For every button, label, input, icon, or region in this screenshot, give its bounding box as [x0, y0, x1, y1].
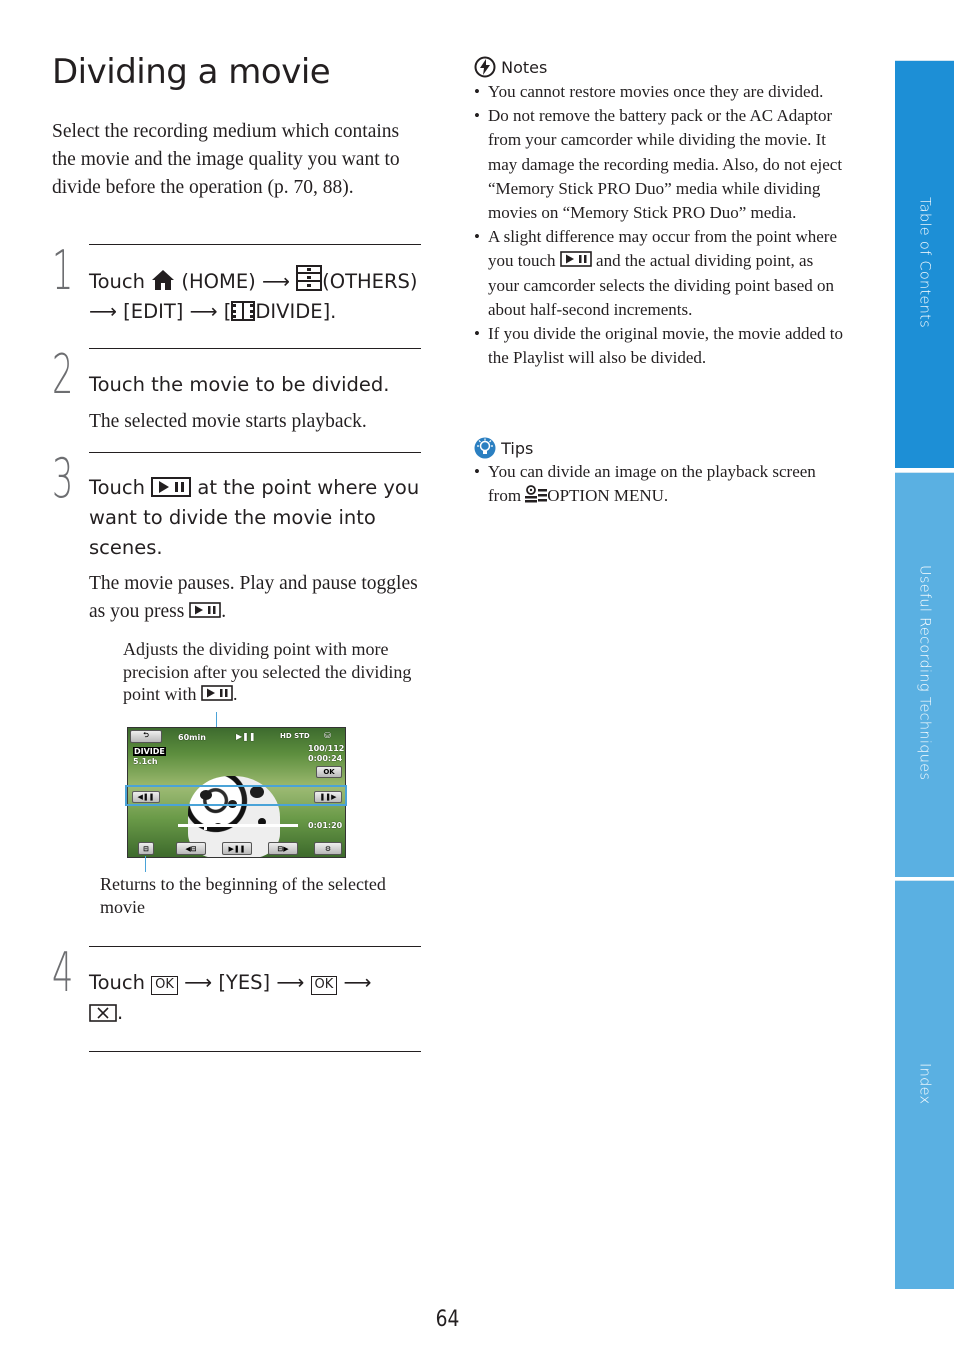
step-1-instruction: Touch (HOME) ⟶ (OTHERS) ⟶ [EDIT] ⟶ [ DIVIDE]. — [89, 265, 424, 327]
go-to-start-button[interactable]: ⊟ — [138, 842, 154, 855]
home-icon — [151, 269, 175, 291]
arrow-icon: ⟶ — [276, 971, 305, 994]
back-button[interactable]: ⮌ — [130, 730, 162, 743]
playback-time: 0:00:24 — [308, 754, 343, 763]
tab-index[interactable]: Index — [895, 880, 954, 1289]
step-number: 1 — [52, 239, 74, 302]
audio-label: 5.1ch — [133, 757, 158, 766]
ok-button-icon: OK — [151, 976, 178, 995]
tab-table-of-contents[interactable]: Table of Contents — [895, 60, 954, 468]
media-indicator: ⛁ — [324, 731, 331, 740]
arrow-icon: ⟶ — [189, 300, 218, 323]
progress-track[interactable] — [178, 824, 298, 827]
play-pause-icon — [189, 602, 221, 618]
ok-button-icon: OK — [311, 976, 338, 995]
fine-forward-button[interactable]: ❚❚▶ — [314, 791, 342, 803]
step-3 — [52, 447, 422, 632]
close-icon — [89, 1004, 117, 1022]
step-2-heading: Touch the movie to be divided. — [89, 373, 390, 396]
step-3-heading: Touch at the point where you want to divide the movie into scenes. — [89, 476, 420, 559]
caution-icon — [474, 56, 496, 78]
mode-label: DIVIDE — [134, 747, 165, 756]
step-number: 3 — [52, 447, 74, 510]
fine-rewind-button[interactable]: ◀❚❚ — [132, 791, 160, 803]
others-icon — [296, 265, 322, 291]
list-item: • A slight difference may occur from the point where you touch and the actual dividing point, as your camcorder selects the dividing point based on about half-second increments. — [474, 225, 844, 322]
list-item: • You cannot restore movies once they are divided. — [474, 80, 844, 104]
intro-paragraph: Select the recording medium which contains the movie and the image quality you want to divide before the operation (p. 70, 88). — [52, 121, 400, 198]
ok-button[interactable]: OK — [316, 766, 342, 778]
step-number: 2 — [52, 343, 74, 406]
option-button[interactable]: ⚙ — [314, 842, 342, 855]
notes-list — [474, 80, 844, 370]
step-2-body: The selected movie starts playback. — [89, 411, 367, 432]
list-item: • If you divide the original movie, the movie added to the Playlist will also be divided. — [474, 322, 844, 370]
next-button[interactable]: ⊟▶ — [268, 842, 298, 855]
play-pause-button[interactable]: ▶❚❚ — [222, 842, 252, 855]
step-3-body: The movie pauses. Play and pause toggles as you press . — [89, 573, 418, 622]
progress-marker — [204, 820, 207, 830]
previous-button[interactable]: ◀⊟ — [176, 842, 206, 855]
tips-list — [474, 460, 844, 508]
fine-adjust-highlight — [125, 785, 347, 806]
step-1 — [52, 239, 422, 334]
remaining-capacity: 60min — [178, 733, 206, 742]
callout-go-to-start: Returns to the beginning of the selected movie — [100, 874, 386, 917]
tips-heading: Tips — [474, 437, 533, 459]
film-divide-icon — [231, 301, 255, 321]
step-number: 4 — [52, 941, 74, 1004]
step-2 — [52, 343, 422, 438]
play-pause-indicator: ▶❚❚ — [236, 732, 256, 741]
play-pause-icon — [151, 477, 191, 497]
page-number: 64 — [435, 1307, 460, 1332]
notes-heading: Notes — [474, 56, 547, 78]
page-title: Dividing a movie — [52, 52, 331, 92]
play-pause-icon — [201, 685, 233, 701]
arrow-icon: ⟶ — [261, 270, 290, 293]
position-time: 0:01:20 — [308, 821, 343, 830]
step-4 — [52, 941, 422, 1056]
list-item: • Do not remove the battery pack or the AC Adaptor from your camcorder while dividing the movie. It may damage the recording media. Also, do not eject “Memory Stick PRO Duo” media while dividing movies on “Memory Stick PRO Duo” media. — [474, 104, 844, 225]
arrow-icon: ⟶ — [343, 971, 372, 994]
step-4-instruction: Touch OK ⟶ [YES] ⟶ OK ⟶ . — [89, 971, 372, 1024]
file-counter: 100/112 — [308, 744, 345, 753]
hd-quality-indicator: HD STD — [280, 732, 310, 740]
play-pause-icon — [560, 251, 592, 267]
callout-fine-adjust: Adjusts the dividing point with more precision after you selected the dividing point with . — [123, 639, 412, 704]
tab-useful-recording-techniques[interactable]: Useful Recording Techniques — [895, 472, 954, 877]
lightbulb-icon — [474, 437, 496, 459]
arrow-icon: ⟶ — [184, 971, 213, 994]
list-item: • You can divide an image on the playback screen from OPTION MENU. — [474, 460, 844, 508]
arrow-icon: ⟶ — [89, 300, 117, 323]
option-icon — [525, 485, 547, 503]
